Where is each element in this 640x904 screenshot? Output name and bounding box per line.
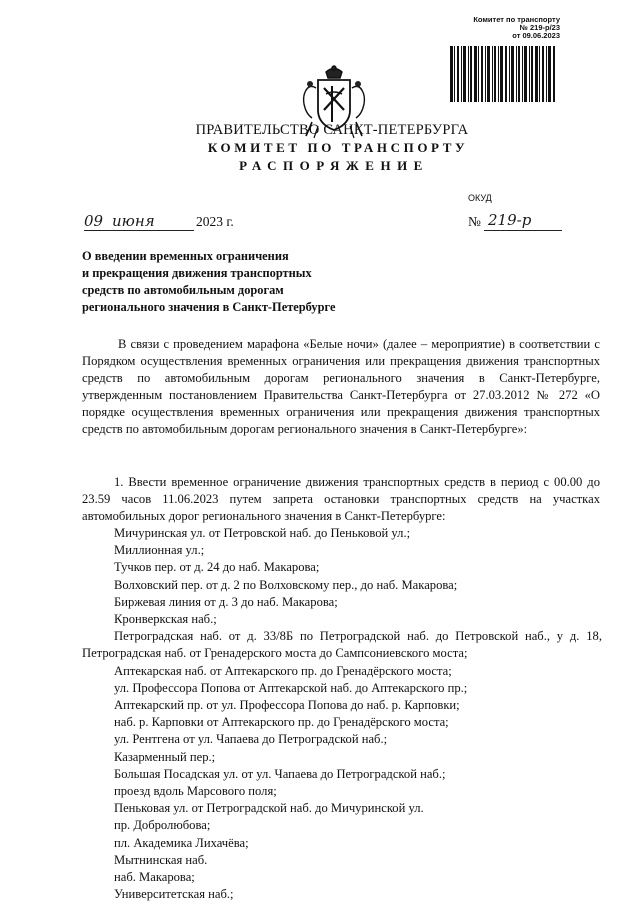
document-subject [82,248,335,316]
subject-line: регионального значения в Санкт-Петербурге [82,300,336,314]
subject-line: средств по автомобильным дорогам [82,283,284,297]
list-item: ул. Рентгена от ул. Чапаева до Петроградской наб.; [114,732,388,747]
committee-title: КОМИТЕТ ПО ТРАНСПОРТУ [207,140,469,155]
document-number [468,211,532,230]
stamp-line-3: от 09.06.2023 [512,31,560,40]
list-item: Кронверкская наб.; [114,612,217,627]
registration-stamp [452,16,560,40]
list-item: Биржевая линия от д. 3 до наб. Макарова; [114,594,338,609]
list-item: Пеньковая ул. от Петроградской наб. до Мичуринской ул. [114,801,424,816]
number-prefix: № [468,214,481,229]
date-underline [84,230,194,231]
list-item: Казарменный пер.; [114,749,216,764]
intro-paragraph: В связи с проведением марафона «Белые ночи» (далее – мероприятие) в соответствии с Порядком осуществления временных ограничения или прекращения движения транспортных средств по автомобильным дорогам регионального значения в Санкт-Петербурге, утвержденным постановлением Правительства Санкт-Петербурга от 27.03.2012 № 272 «О порядке осуществления временных ограничения или прекращения движения транспортных средств по автомобильным дорогам регионального значения в Санкт-Петербурге»: [82,337,600,436]
list-item: Тучков пер. от д. 24 до наб. Макарова; [114,560,320,575]
date-year: 2023 г. [196,214,234,229]
road-segment-list [82,525,602,903]
list-item: проезд вдоль Марсового поля; [114,784,277,799]
list-item: Большая Посадская ул. от ул. Чапаева до Петроградской наб.; [114,766,446,781]
list-item: Университетская наб.; [114,887,234,902]
date-day: 09 [84,212,104,230]
item-1-paragraph: 1. Ввести временное ограничение движения транспортных средств в период с 00.00 до 23.59 часов 11.06.2023 путем запрета остановки транспортных средств на участках автомобильных дорог регионального значения в Санкт-Петербурге: [82,475,600,523]
list-item: наб. Макарова; [114,870,195,885]
document-type-title: РАСПОРЯЖЕНИЕ [239,158,429,173]
list-item: Петроградская наб. от д. 33/8Б по Петроградской наб. до Петровской наб., у д. 18, Петроградская наб. от Гренадерского моста до Сампсониевского моста; [82,629,602,661]
list-item: ул. Профессора Попова от Аптекарской наб. до Аптекарского пр.; [114,680,468,695]
stamp-line-1: Комитет по транспорту [473,15,560,24]
list-item: Миллионная ул.; [114,543,205,558]
list-item: наб. р. Карповки от Аптекарского пр. до Гренадёрского моста; [114,715,449,730]
subject-line: и прекращения движения транспортных [82,266,312,280]
date-month: июня [112,212,155,230]
list-item: Мичуринская ул. от Петровской наб. до Пеньковой ул.; [114,526,411,540]
number-underline [484,230,562,231]
list-item: пр. Добролюбова; [114,818,211,833]
list-item: пл. Академика Лихачёва; [114,835,249,850]
okud-label: ОКУД [468,193,492,203]
list-item: Волховский пер. от д. 2 по Волховскому пер., до наб. Макарова; [114,577,458,592]
list-item: Аптекарский пр. от ул. Профессора Попова до наб. р. Карповки; [114,698,460,713]
list-item: Мытнинская наб. [114,852,208,867]
stamp-line-2: № 219-р/23 [519,23,560,32]
government-title: ПРАВИТЕЛЬСТВО САНКТ-ПЕТЕРБУРГА [195,122,469,138]
subject-line: О введении временных ограничения [82,249,289,263]
barcode-icon [450,46,556,102]
list-item: Аптекарская наб. от Аптекарского пр. до Гренадёрского моста; [114,663,452,678]
number-value: 219-р [488,211,532,229]
